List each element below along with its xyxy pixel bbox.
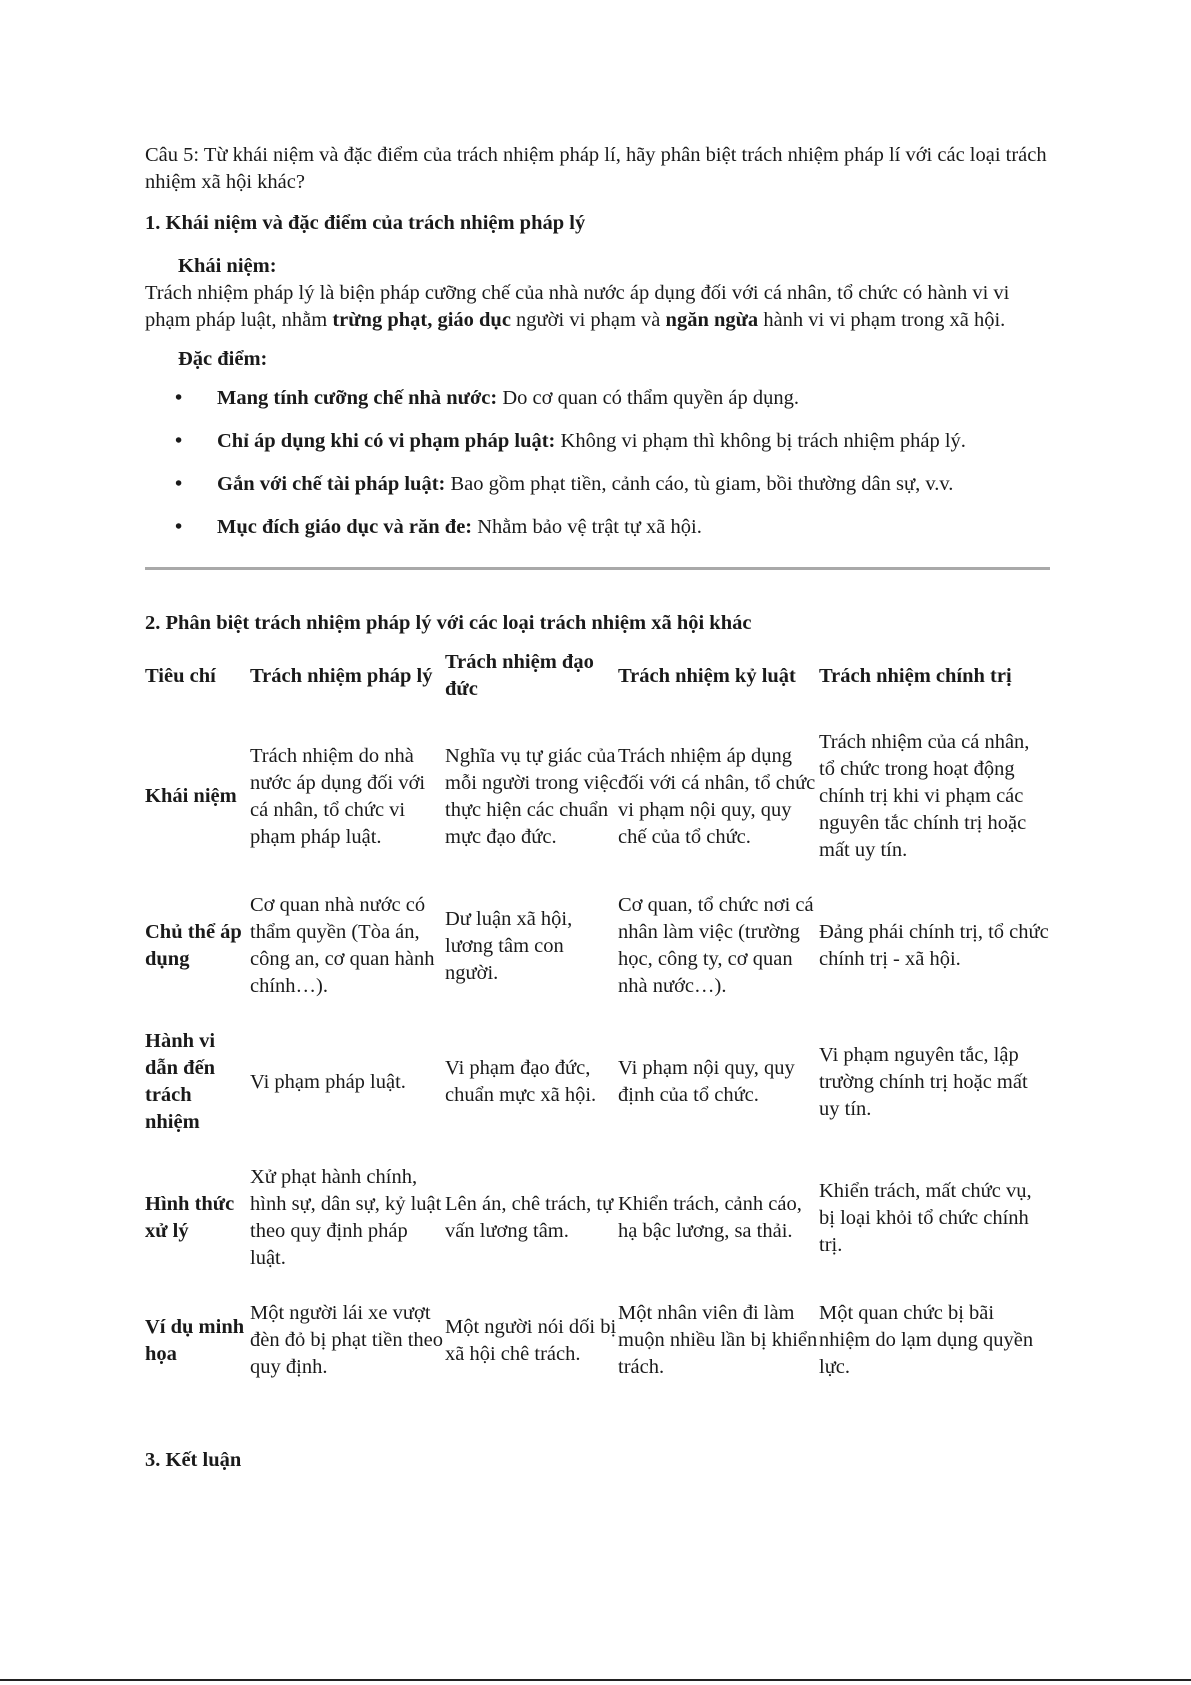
table-cell: Trách nhiệm do nhà nước áp dụng đối với cá nhân, tổ chức vi phạm pháp luật. [250,744,426,848]
table-header-cell: Trách nhiệm kỷ luật [618,664,796,687]
table-row [145,878,1050,1014]
concept-text-e: hành vi vi phạm trong xã hội. [758,309,1006,331]
table-cell: Khiển trách, cảnh cáo, hạ bậc lương, sa thải. [618,1193,802,1242]
comparison-table [145,649,1050,1395]
table-header-cell: Trách nhiệm pháp lý [250,664,433,687]
table-cell: Một người nói dối bị xã hội chê trách. [445,1315,617,1365]
table-cell: Cơ quan nhà nước có thẩm quyền (Tòa án, công an, cơ quan hành chính…). [250,894,435,997]
table-cell: Vi phạm đạo đức, chuẩn mực xã hội. [445,1057,597,1106]
table-cell: Dư luận xã hội, lương tâm con người. [445,907,573,984]
document-content [145,142,1050,1490]
table-cell: Đảng phái chính trị, tổ chức chính trị - xã hội. [819,921,1049,970]
bullet-dot: • [175,387,183,409]
row-header-cell: Hình thức xử lý [145,1193,235,1242]
feature-item [145,514,1050,557]
row-header-cell: Hành vi dẫn đến trách nhiệm [145,1030,216,1133]
table-cell: Một nhân viên đi làm muộn nhiều lần bị khiển trách. [618,1302,818,1378]
table-cell: Trách nhiệm áp dụng đối với cá nhân, tổ chức vi phạm nội quy, quy chế của tổ chức. [618,744,816,848]
bullet-dot: • [175,473,183,495]
table-cell: Một quan chức bị bãi nhiệm do lạm dụng quyền lực. [819,1302,1034,1378]
table-cell: Cơ quan, tổ chức nơi cá nhân làm việc (trường học, công ty, cơ quan nhà nước…). [618,894,814,997]
concept-text-bold-2: ngăn ngừa [665,309,759,331]
section1-heading: 1. Khái niệm và đặc điểm của trách nhiệm pháp lý [145,212,586,234]
table-header-cell: Trách nhiệm đạo đức [445,651,594,700]
table-cell: Vi phạm nguyên tắc, lập trường chính trị hoặc mất uy tín. [819,1043,1028,1120]
row-header-cell: Ví dụ minh họa [145,1315,245,1365]
concept-text-c: người vi phạm và [510,309,666,331]
feature-title: Mang tính cưỡng chế nhà nước: [217,387,498,409]
table-row [145,1150,1050,1286]
table-cell: Trách nhiệm của cá nhân, tổ chức trong hoạt động chính trị khi vi phạm các nguyên tắc chính trị hoặc mất uy tín. [819,731,1030,861]
concept-text-bold-1: trừng phạt, giáo dục [332,309,511,331]
horizontal-divider [145,567,1050,570]
feature-title: Mục đích giáo dục và răn đe: [217,516,473,538]
features-list [145,385,1050,557]
table-cell: Xử phạt hành chính, hình sự, dân sự, kỷ luật theo quy định pháp luật. [250,1166,442,1269]
table-header-row [145,649,1050,715]
section2-heading: 2. Phân biệt trách nhiệm pháp lý với các loại trách nhiệm xã hội khác [145,612,752,634]
table-cell: Vi phạm nội quy, quy định của tổ chức. [618,1057,795,1106]
feature-text: Không vi phạm thì không bị trách nhiệm pháp lý. [555,430,966,452]
feature-text: Bao gồm phạt tiền, cảnh cáo, tù giam, bồi thường dân sự, v.v. [445,473,954,495]
row-header-cell: Chủ thể áp dụng [145,921,242,970]
feature-title: Gắn với chế tài pháp luật: [217,473,446,495]
concept-text-a: Trách nhiệm pháp lý là biện pháp cưỡng chế của nhà nước áp dụng đối với cá nhân, tổ chức có hành vi vi phạm pháp luật, nhằm [145,282,1010,331]
table-header-cell: Tiêu chí [145,664,216,687]
table-cell: Vi phạm pháp luật. [250,1070,406,1093]
table-header-cell: Trách nhiệm chính trị [819,664,1012,687]
row-header-cell: Khái niệm [145,785,237,807]
table-cell: Nghĩa vụ tự giác của mỗi người trong việc thực hiện các chuẩn mực đạo đức. [445,744,618,848]
bullet-dot: • [175,516,183,538]
feature-title: Chỉ áp dụng khi có vi phạm pháp luật: [217,430,556,452]
features-label: Đặc điểm: [178,348,268,370]
table-row [145,1014,1050,1150]
concept-paragraph [145,280,1050,334]
feature-item [145,428,1050,471]
table-cell: Lên án, chê trách, tự vấn lương tâm. [445,1193,614,1242]
feature-item [145,471,1050,514]
feature-text: Do cơ quan có thẩm quyền áp dụng. [497,387,799,409]
feature-item [145,385,1050,428]
page-bottom-rule [0,1679,1191,1681]
table-row [145,715,1050,878]
concept-label: Khái niệm: [178,255,277,277]
table-row [145,1286,1050,1395]
section3-heading: 3. Kết luận [145,1449,242,1471]
feature-text: Nhằm bảo vệ trật tự xã hội. [472,516,702,538]
question-text: Câu 5: Từ khái niệm và đặc điểm của trách nhiệm pháp lí, hãy phân biệt trách nhiệm pháp lí với các loại trách nhiệm xã hội khác? [145,144,1047,193]
table-cell: Một người lái xe vượt đèn đỏ bị phạt tiền theo quy định. [250,1302,443,1378]
table-cell: Khiển trách, mất chức vụ, bị loại khỏi tổ chức chính trị. [819,1179,1032,1256]
bullet-dot: • [175,430,183,452]
